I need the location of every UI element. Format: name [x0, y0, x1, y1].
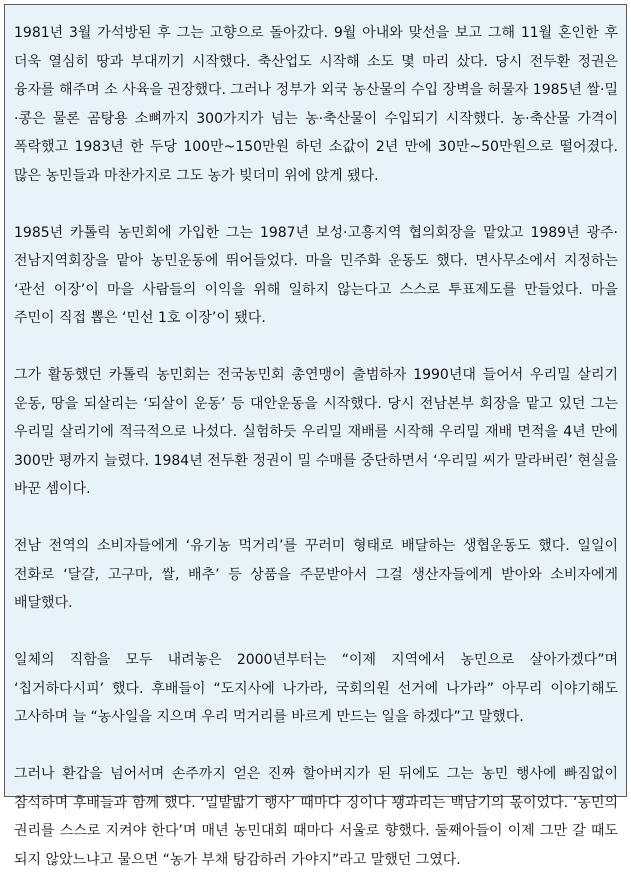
article-box	[4, 4, 627, 868]
paragraph-3: 그가 활동했던 카톨릭 농민회는 전국농민회 총연맹이 출범하자 1990년대 들어서 우리밀 살리기 운동, 땅을 되살리는 ‘되살이 운동’ 등 대안운동을 시작했다. 당시 전남본부 회장을 맡고 있던 그는 우리밀 살리기에 적극적으로 나섰다. 실험하듯 우리밀 재배를 시작해 우리밀 재배 면적을 4년 만에 300만 평까지 늘렸다. 1984년 전두환 정권이 밀 수매를 중단하면서 ‘우리밀 씨가 말라버린’ 현실을 바꾼 셈이다.	[14, 367, 618, 497]
paragraph-2: 1985년 카톨릭 농민회에 가입한 그는 1987년 보성·고흥지역 협의회장을 맡았고 1989년 광주·전남지역회장을 맡아 농민운동에 뛰어들었다. 마을 민주화 운동도 했다. 면사무소에서 지정하는 ‘관선 이장’이 마을 사람들의 이익을 위해 일하지 않는다고 스스로 투표제도를 만들었다. 마을 주민이 직접 뽑은 ‘민선 1호 이장’이 됐다.	[14, 224, 618, 326]
paragraph-4: 전남 전역의 소비자들에게 ‘유기농 먹거리’를 꾸러미 형태로 배달하는 생협운동도 했다. 일일이 전화로 ‘달걀, 고구마, 쌀, 배추’ 등 상품을 주문받아서 그걸 생산자들에게 받아와 소비자에게 배달했다.	[14, 538, 618, 611]
paragraph-5: 일체의 직함을 모두 내려놓은 2000년부터는 “이제 지역에서 농민으로 살아가겠다”며 ‘칩거하다시피’ 했다. 후배들이 “도지사에 나가라, 국회의원 선거에 나가라” 아무리 이야기해도 고사하며 늘 “농사일을 지으며 우리 먹거리를 바르게 만드는 일을 하겠다”고 말했다.	[14, 652, 618, 725]
paragraph-6: 그러나 환갑을 넘어서며 손주까지 얻은 진짜 할아버지가 된 뒤에도 그는 농민 행사에 빠짐없이 참석하며 후배들과 함께 했다. ‘밀밭밟기 행사’ 때마다 징이나 꽹과리는 백남기의 몫이었다. ‘농민의 권리를 스스로 지켜야 한다’며 매년 농민대회 때마다 서울로 향했다. 둘째아들이 이제 그만 갈 때도 되지 않았느냐고 물으면 “농가 부채 탕감하러 가야지”라고 말했던 그였다.	[14, 766, 618, 868]
paragraph-1: 1981년 3월 가석방된 후 그는 고향으로 돌아갔다. 9월 아내와 맞선을 보고 그해 11월 혼인한 후 더욱 열심히 땅과 부대끼기 시작했다. 축산업도 시작해 소도 몇 마리 샀다. 당시 전두환 정권은 융자를 해주며 소 사육을 권장했다. 그러나 정부가 외국 농산물의 수입 장벽을 허물자 1985년 쌀·밀·콩은 물론 곰탕용 소뼈까지 300가지가 넘는 농·축산물이 수입되기 시작했다. 농·축산물 가격이 폭락했고 1983년 한 두당 100만~150만원 하던 소값이 2년 만에 30만~50만원으로 떨어졌다. 많은 농민들과 마찬가지로 그도 농가 빚더미 위에 앉게 됐다.	[14, 25, 618, 184]
